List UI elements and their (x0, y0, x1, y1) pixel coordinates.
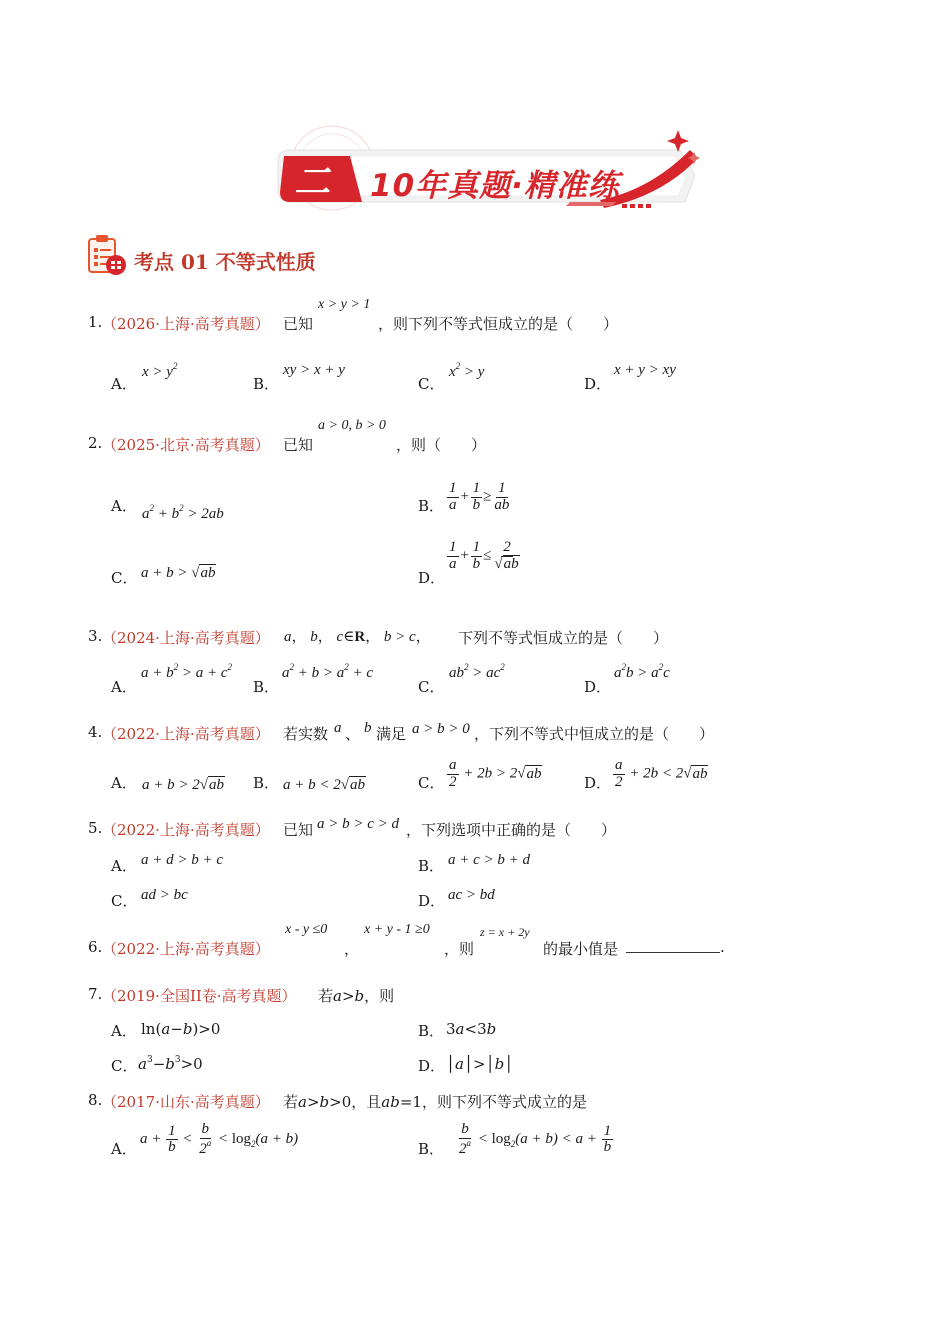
question-stem: 若a>b>0，且ab=1，则下列不等式成立的是 (283, 1093, 587, 1111)
separator: ， (344, 940, 360, 958)
header-banner (270, 120, 710, 215)
option-label-b: B． (418, 857, 445, 875)
option-label-d: D． (418, 569, 446, 587)
option-label-b: B． (418, 497, 445, 515)
condition-formula: x > y > 1 (318, 297, 371, 312)
option-b[interactable]: a + c > b + d (448, 852, 531, 868)
banner-title: 10年真题·精准练 (370, 168, 620, 204)
option-c[interactable]: ad > bc (141, 887, 188, 903)
question-number: 2. (88, 434, 103, 452)
answer-blank[interactable] (626, 938, 720, 953)
question-source: （2019·全国II卷·高考真题） (102, 987, 297, 1005)
question-number: 8. (88, 1091, 103, 1109)
question-source: （2022·上海·高考真题） (102, 821, 270, 839)
option-label-a: A． (111, 497, 137, 515)
option-label-b: B． (253, 678, 280, 696)
option-d[interactable]: $\frac{a}{2}$ + 2b < 2√ab (615, 757, 708, 790)
option-a[interactable]: a + d > b + c (141, 852, 224, 868)
option-a[interactable]: $x > y^2$ (142, 361, 178, 380)
option-d[interactable]: ac > bd (448, 887, 495, 903)
option-c[interactable]: $a^3-b^3>0$ (138, 1055, 203, 1073)
question-number: 5. (88, 819, 103, 837)
option-label-c: C． (111, 569, 138, 587)
option-label-c: C． (418, 678, 445, 696)
question-source: （2022·上海·高考真题） (102, 940, 270, 958)
option-a[interactable]: a + $\frac{1}{b}$ < $\frac{b}{2^a}$ < $\log_2(a + b)$ (140, 1121, 299, 1157)
question-stem-tail: 下列不等式恒成立的是（ ） (458, 629, 669, 647)
objective-formula: z = x + 2y (480, 925, 530, 939)
option-label-b: B． (253, 375, 280, 393)
clipboard-icon (86, 233, 128, 277)
option-c[interactable]: $ab^2 > ac^2$ (449, 662, 505, 681)
question-number: 1. (88, 313, 103, 331)
option-label-d: D． (584, 375, 612, 393)
option-c[interactable]: $\frac{a}{2}$ + 2b > 2√ab (449, 757, 542, 790)
question-number: 6. (88, 938, 103, 956)
question-stem: 已知 (283, 315, 314, 333)
option-b[interactable]: $\frac{b}{2^a}$ < $\log_2(a + b) < a$ + $\frac{1}{b}$ (459, 1121, 612, 1157)
question-number: 7. (88, 985, 103, 1003)
question-stem-tail: ，则下列不等式恒成立的是（ ） (378, 315, 619, 333)
condition-formula: a > b > c > d (317, 816, 400, 832)
option-label-b: B． (253, 774, 280, 792)
option-label-a: A． (111, 375, 137, 393)
option-d[interactable]: $a^2b > a^2c$ (614, 662, 670, 681)
option-c[interactable]: $x^2 > y$ (449, 361, 485, 380)
separator: ，则 (444, 940, 475, 958)
option-label-d: D． (584, 774, 612, 792)
option-label-c: C． (418, 375, 445, 393)
variable-b: b (364, 720, 372, 736)
question-stem: 若实数 (283, 725, 329, 743)
option-label-c: C． (111, 1057, 138, 1075)
question-stem: 已知 (283, 436, 314, 454)
option-label-d: D． (584, 678, 612, 696)
question-source: （2022·上海·高考真题） (102, 725, 270, 743)
option-a[interactable]: a + b > 2√ab (142, 777, 224, 793)
variable-a: a (334, 720, 342, 736)
constraint-2: x + y - 1 ≥0 (364, 922, 430, 937)
option-label-d: D． (418, 892, 446, 910)
question-stem-tail: ，则（ ） (396, 436, 487, 454)
option-label-c: C． (111, 892, 138, 910)
question-stem-tail: ，下列选项中正确的是（ ） (406, 821, 617, 839)
option-label-a: A． (111, 678, 137, 696)
option-a[interactable]: $a + b^2 > a + c^2$ (141, 662, 233, 681)
option-b[interactable]: 3a<3b (446, 1020, 497, 1038)
option-b[interactable]: xy > x + y (283, 362, 345, 378)
option-label-b: B． (418, 1022, 445, 1040)
option-label-b: B． (418, 1140, 445, 1158)
question-stem: 已知 (283, 821, 314, 839)
question-number: 4. (88, 723, 103, 741)
condition-formula: a > 0, b > 0 (318, 418, 386, 433)
section-title: 考点 01 不等式性质 (134, 250, 316, 274)
question-source: （2017·山东·高考真题） (102, 1093, 270, 1111)
question-stem-tail: 的最小值是 (543, 940, 619, 958)
option-c[interactable]: a + b > √ab (141, 565, 216, 581)
option-label-a: A． (111, 1140, 137, 1158)
question-stem-tail: ，下列不等式中恒成立的是（ ） (474, 725, 715, 743)
option-d[interactable]: │a│>│b│ (446, 1055, 514, 1073)
section-icon (86, 233, 128, 277)
option-b[interactable]: $\frac{1}{a}$ + $\frac{1}{b}$ ≥ $\frac{1}{ab}$ (449, 480, 510, 513)
option-label-a: A． (111, 857, 137, 875)
question-stem: 若a>b，则 (318, 987, 395, 1005)
question-stem-vars: a， b， c∈R， b > c， (284, 629, 431, 645)
option-label-a: A． (111, 1022, 137, 1040)
question-stem-sep: 、 (345, 725, 361, 743)
option-b[interactable]: a + b < 2√ab (283, 777, 365, 793)
option-d[interactable]: $\frac{1}{a}$ + $\frac{1}{b}$ ≤ $\frac{2}{√ab}$ (449, 539, 519, 572)
period: . (720, 938, 725, 956)
option-label-c: C． (418, 774, 445, 792)
question-source: （2025·北京·高考真题） (102, 436, 270, 454)
option-a[interactable]: $a^2 + b^2 > 2ab$ (142, 503, 224, 522)
option-a[interactable]: ln(a−b)>0 (141, 1020, 221, 1038)
option-d[interactable]: x + y > xy (614, 362, 676, 378)
banner-badge: 二 (294, 162, 331, 203)
question-source: （2024·上海·高考真题） (102, 629, 270, 647)
question-number: 3. (88, 627, 103, 645)
option-b[interactable]: $a^2 + b > a^2 + c$ (282, 662, 374, 681)
constraint-1: x - y ≤0 (285, 922, 328, 937)
question-stem-mid: 满足 (376, 725, 407, 743)
condition-formula: a > b > 0 (412, 721, 470, 737)
option-label-a: A． (111, 774, 137, 792)
question-source: （2026·上海·高考真题） (102, 315, 270, 333)
option-label-d: D． (418, 1057, 446, 1075)
